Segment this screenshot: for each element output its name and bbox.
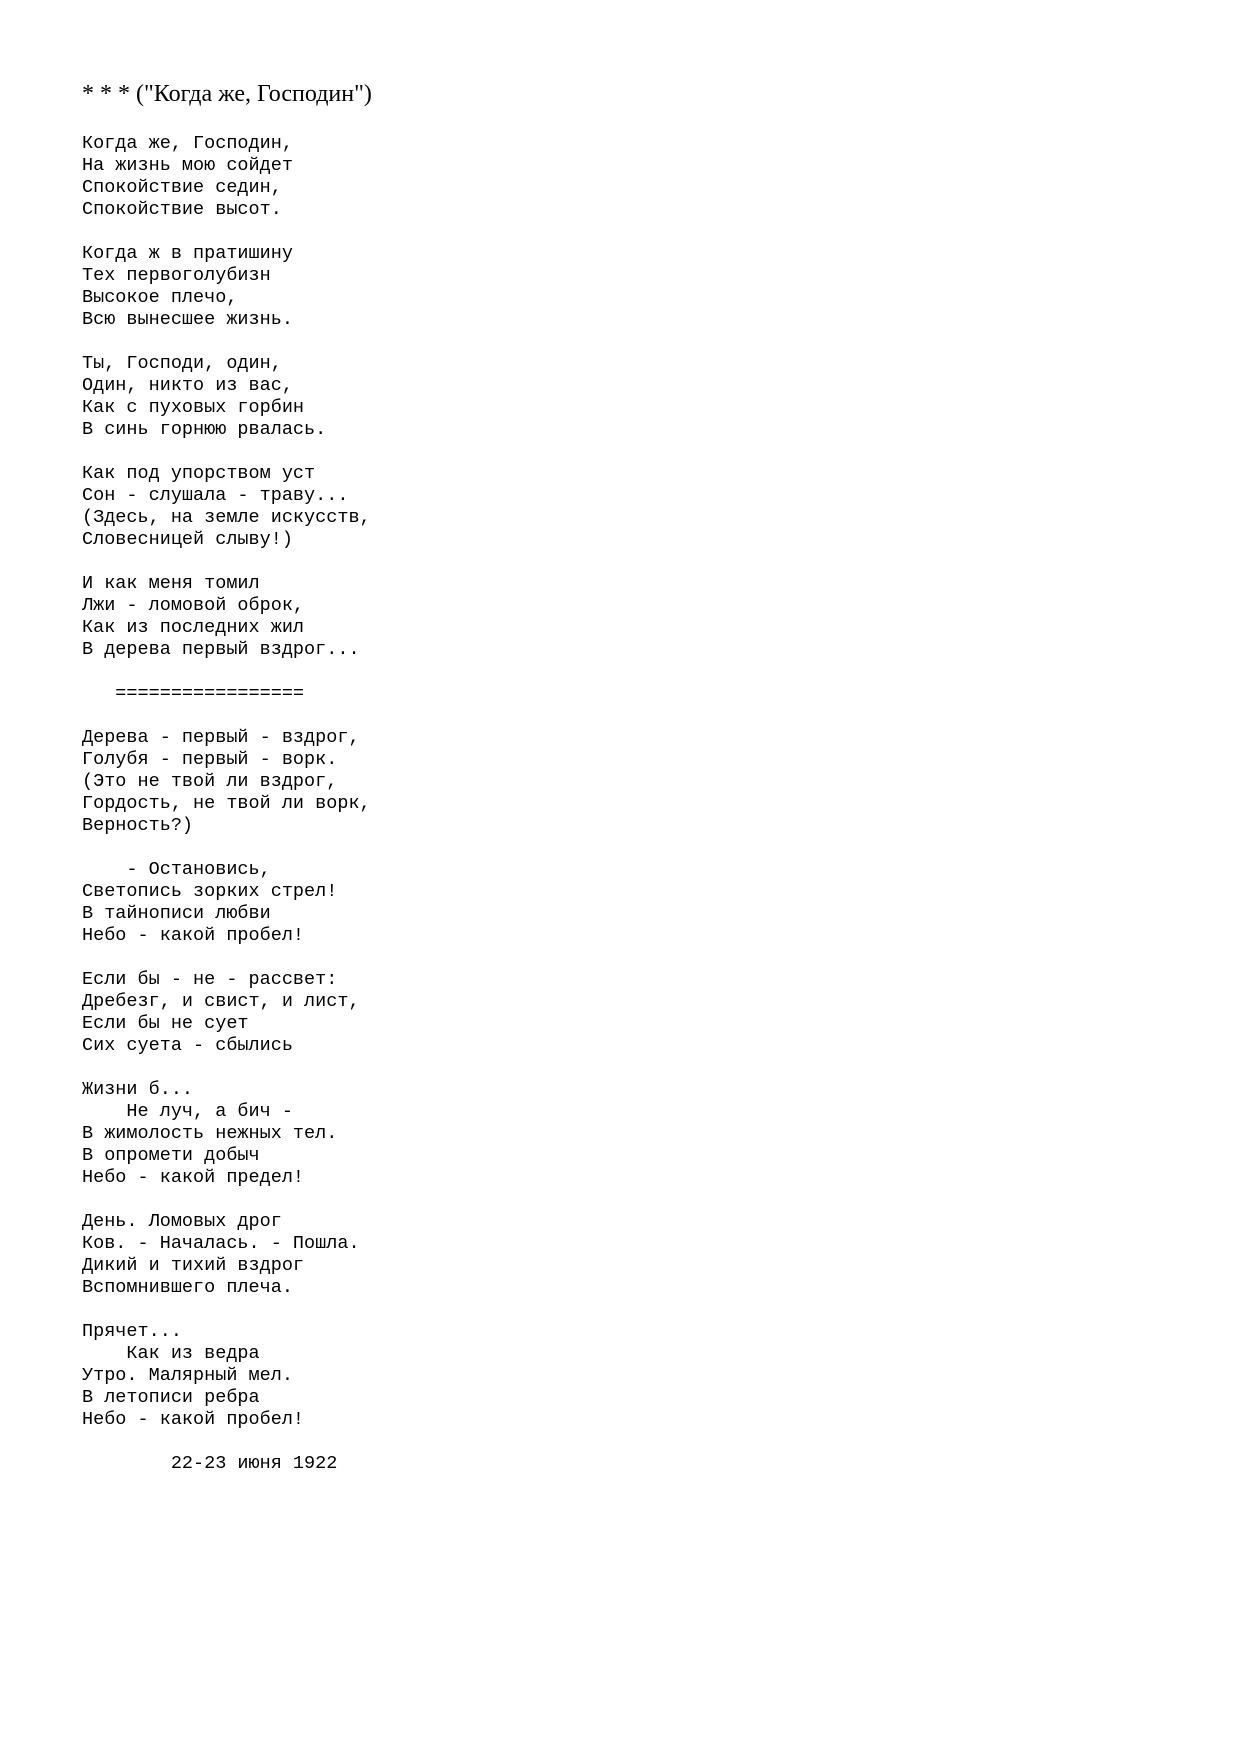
- poem-line: Вспомнившего плеча.: [82, 1277, 293, 1298]
- poem-line: Не луч, а бич -: [82, 1101, 293, 1122]
- poem-line: Один, никто из вас,: [82, 375, 293, 396]
- poem-line: В тайнописи любви: [82, 903, 271, 924]
- poem-line: Небо - какой предел!: [82, 1167, 305, 1188]
- poem-line: Высокое плечо,: [82, 287, 238, 308]
- section-separator: =================: [82, 683, 305, 704]
- stanza: [82, 243, 371, 331]
- poem-line: - Остановись,: [82, 859, 271, 880]
- poem-line: Лжи - ломовой оброк,: [82, 595, 305, 616]
- poem-line: Дерева - первый - вздрог,: [82, 727, 360, 748]
- poem-line: (Здесь, на земле искусств,: [82, 507, 371, 528]
- poem-line: Как из ведра: [82, 1343, 260, 1364]
- poem-line: Спокойствие высот.: [82, 199, 282, 220]
- poem-line: В дерева первый вздрог...: [82, 639, 360, 660]
- poem-line: Верность?): [82, 815, 194, 836]
- poem-line: В летописи ребра: [82, 1387, 260, 1408]
- stanza: [82, 573, 371, 661]
- poem-line: Небо - какой пробел!: [82, 1409, 305, 1430]
- poem-line: Как под упорством уст: [82, 463, 316, 484]
- poem-line: Сих суета - сбылись: [82, 1035, 293, 1056]
- poem-line: Ты, Господи, один,: [82, 353, 282, 374]
- poem-line: Голубя - первый - ворк.: [82, 749, 338, 770]
- stanza: [82, 859, 371, 947]
- poem-line: Как из последних жил: [82, 617, 305, 638]
- poem-part-2: [82, 727, 371, 1431]
- poem-date: 22-23 июня 1922: [82, 1453, 338, 1474]
- poem-line: Утро. Малярный мел.: [82, 1365, 293, 1386]
- poem-line: Спокойствие седин,: [82, 177, 282, 198]
- poem-line: Светопись зорких стрел!: [82, 881, 338, 902]
- poem-line: (Это не твой ли вздрог,: [82, 771, 338, 792]
- poem-line: В опромети добыч: [82, 1145, 260, 1166]
- stanza: [82, 1079, 371, 1189]
- stanza: [82, 969, 371, 1057]
- poem-line: Жизни б...: [82, 1079, 194, 1100]
- poem-line: Сон - слушала - траву...: [82, 485, 349, 506]
- poem-line: Когда ж в пратишину: [82, 243, 293, 264]
- poem-body: [82, 133, 371, 1475]
- poem-line: Небо - какой пробел!: [82, 925, 305, 946]
- poem-line: День. Ломовых дрог: [82, 1211, 282, 1232]
- poem-line: На жизнь мою сойдет: [82, 155, 293, 176]
- stanza: [82, 1211, 371, 1299]
- stanza: [82, 463, 371, 551]
- poem-line: Тех первоголубизн: [82, 265, 271, 286]
- stanza: [82, 727, 371, 837]
- poem-line: Словесницей слыву!): [82, 529, 293, 550]
- poem-line: Когда же, Господин,: [82, 133, 293, 154]
- stanza: [82, 1321, 371, 1431]
- poem-line: Дикий и тихий вздрог: [82, 1255, 305, 1276]
- poem-line: Всю вынесшее жизнь.: [82, 309, 293, 330]
- stanza: [82, 133, 371, 221]
- stanza: [82, 353, 371, 441]
- poem-line: В жимолость нежных тел.: [82, 1123, 338, 1144]
- poem-line: Если бы не сует: [82, 1013, 249, 1034]
- poem-line: И как меня томил: [82, 573, 260, 594]
- poem-line: Дребезг, и свист, и лист,: [82, 991, 360, 1012]
- poem-title: * * * ("Когда же, Господин"): [82, 81, 372, 107]
- poem-line: В синь горнюю рвалась.: [82, 419, 327, 440]
- poem-line: Гордость, не твой ли ворк,: [82, 793, 371, 814]
- poem-line: Прячет...: [82, 1321, 182, 1342]
- poem-line: Как с пуховых горбин: [82, 397, 305, 418]
- poem-line: Ков. - Началась. - Пошла.: [82, 1233, 360, 1254]
- poem-part-1: [82, 133, 371, 661]
- poem-line: Если бы - не - рассвет:: [82, 969, 338, 990]
